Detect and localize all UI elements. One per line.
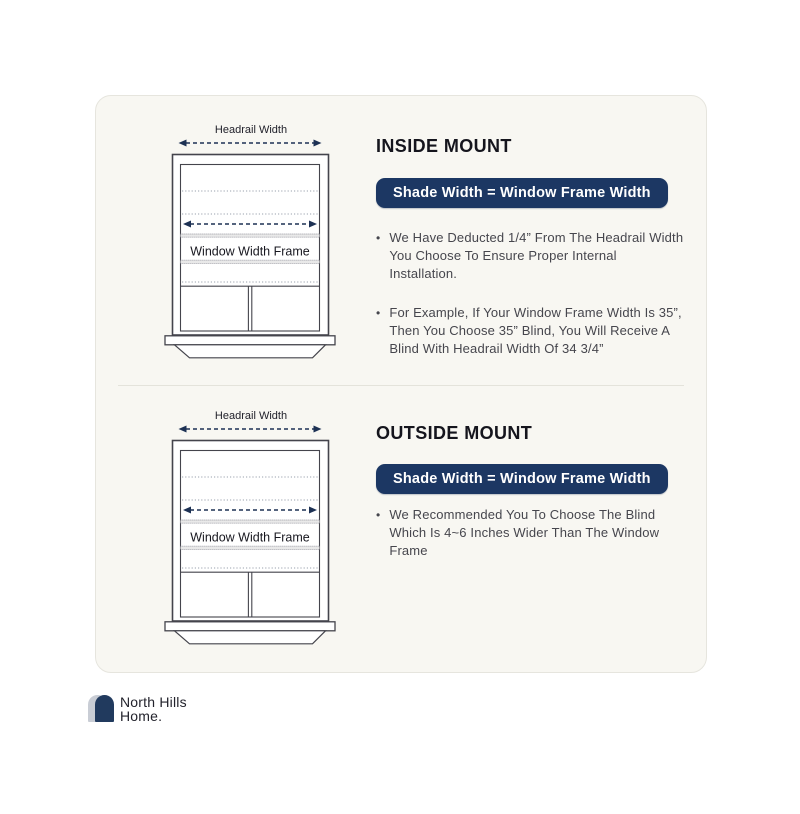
inside-mount-bullet-list bbox=[376, 229, 688, 358]
brand-name-line2: Home. bbox=[120, 707, 163, 724]
headrail-width-label: Headrail Width bbox=[214, 124, 288, 136]
headrail-width-label: Headrail Width bbox=[214, 410, 288, 422]
brand-name bbox=[120, 696, 187, 723]
window-sill bbox=[165, 622, 335, 631]
brand-name-line1: North Hills bbox=[120, 694, 187, 710]
bullet-text: • We Have Deducted 1/4” From The Headrail Width You Choose To Ensure Proper Internal Installation. bbox=[389, 230, 684, 281]
bullet-item bbox=[376, 229, 688, 283]
window-width-frame-label: Window Width Frame bbox=[190, 244, 310, 259]
window-apron bbox=[175, 345, 326, 358]
bullet-item bbox=[376, 506, 688, 560]
section-divider bbox=[118, 385, 684, 386]
headrail-width-arrow-icon bbox=[179, 426, 322, 433]
inside-mount-heading: INSIDE MOUNT bbox=[376, 136, 512, 156]
inside-mount-window-diagram bbox=[164, 123, 336, 359]
window-apron bbox=[175, 631, 326, 644]
outside-mount-bullet-list bbox=[376, 506, 688, 560]
outside-mount-badge: Shade Width = Window Frame Width bbox=[376, 464, 668, 494]
window-width-frame-label: Window Width Frame bbox=[190, 530, 310, 545]
bullet-item bbox=[376, 304, 688, 358]
inside-mount-badge: Shade Width = Window Frame Width bbox=[376, 178, 668, 208]
shade-band bbox=[181, 546, 320, 549]
bullet-text: • We Recommended You To Choose The Blind Which Is 4~6 Inches Wider Than The Window Frame bbox=[389, 507, 660, 558]
headrail-width-arrow-icon bbox=[179, 140, 322, 147]
outside-mount-heading: OUTSIDE MOUNT bbox=[376, 423, 533, 443]
brand-logo bbox=[88, 694, 187, 723]
measuring-guide-card bbox=[95, 95, 707, 673]
bullet-text: • For Example, If Your Window Frame Width Is 35”, Then You Choose 35” Blind, You Will Receive A Blind With Headrail Width Of 34 3/4” bbox=[389, 305, 682, 356]
shade-band bbox=[181, 260, 320, 263]
outside-mount-window-diagram bbox=[164, 409, 336, 645]
arch-logo-icon bbox=[88, 694, 116, 723]
window-sill bbox=[165, 336, 335, 345]
arch-front-shape bbox=[95, 695, 114, 722]
shade-band bbox=[181, 234, 320, 237]
shade-band bbox=[181, 520, 320, 523]
